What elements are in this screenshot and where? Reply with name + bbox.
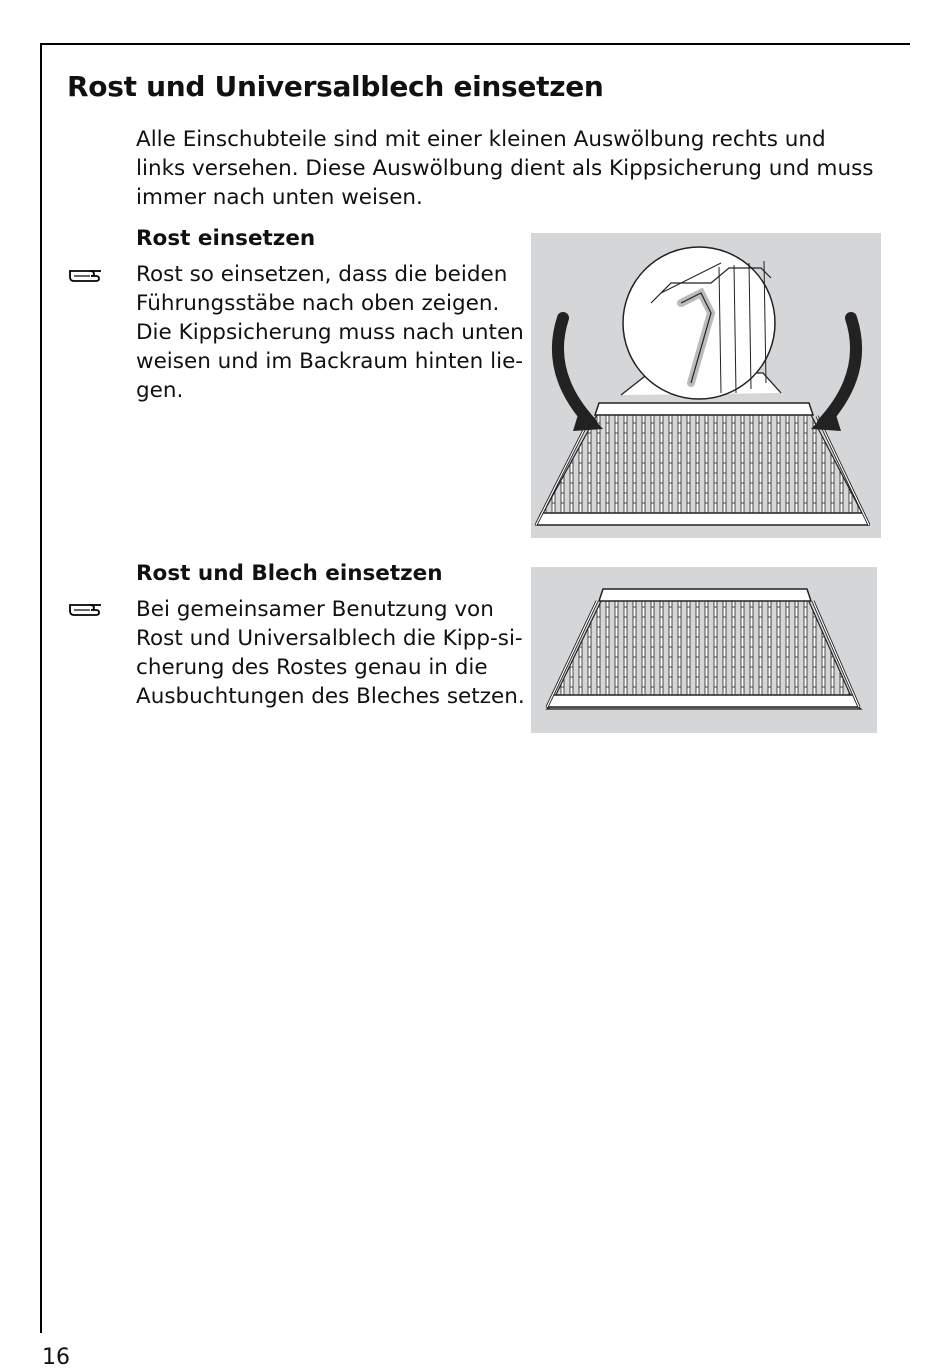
body-line: gen.	[136, 378, 184, 403]
rack-and-tray-illustration	[531, 567, 877, 733]
body-line: Die Kippsicherung muss nach unten	[136, 320, 524, 345]
intro-paragraph: Alle Einschubteile sind mit einer kleinen Auswölbung rechts und links versehen. Diese Auswölbung dient als Kippsicherung und muss immer nach unten weisen.	[136, 127, 874, 210]
body-line: cherung des Rostes genau in die	[136, 655, 488, 680]
body-line: weisen und im Backraum hinten lie-	[136, 349, 524, 374]
body-line: Rost und Universalblech die Kipp-si-	[136, 626, 523, 651]
body-line: Ausbuchtungen des Bleches setzen.	[136, 684, 525, 709]
section-heading-rost-und-blech: Rost und Blech einsetzen	[136, 561, 443, 586]
pointing-hand-icon	[68, 598, 104, 620]
page-number: 16	[42, 1345, 70, 1370]
section-body-rost-einsetzen	[136, 260, 526, 405]
section-heading-rost-einsetzen: Rost einsetzen	[136, 226, 316, 251]
rack-insertion-illustration	[531, 233, 881, 538]
body-line: Rost so einsetzen, dass die beiden	[136, 262, 508, 287]
body-line: Führungsstäbe nach oben zeigen.	[136, 291, 500, 316]
section-body-rost-und-blech	[136, 595, 526, 711]
body-line: Bei gemeinsamer Benutzung von	[136, 597, 494, 622]
left-border-rule	[40, 43, 42, 1333]
page-title: Rost und Universalblech einsetzen	[67, 70, 604, 103]
pointing-hand-icon	[68, 264, 104, 286]
top-border-rule	[40, 43, 910, 45]
